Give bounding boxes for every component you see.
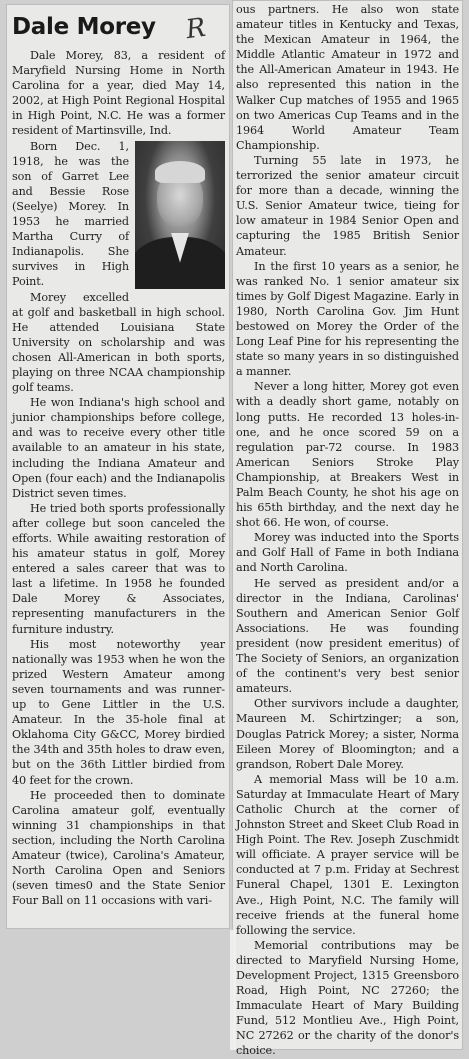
- paragraph-survivors: Other survivors include a daughter, Maureen M. Schirtzinger; a son, Douglas Patrick Morey; a sister, Norma Eileen Morey of Bloomington; and a grandson, Robert Dale Morey.: [236, 697, 459, 771]
- paragraph-senior-circuit: Turning 55 late in 1973, he terrorized the senior amateur circuit for more than a decade, winning the U.S. Senior Amateur twice, tieing for low amateur in 1984 Senior Open and capturing the 1985 British Senior Amateur.: [236, 153, 459, 258]
- paragraph-intro: Dale Morey, 83, a resident of Maryfield Nursing Home in North Carolina for a year, died May 14, 2002, at High Point Regional Hospital in High Point, N.C. He was a former resident of Martinsville, Ind.: [12, 49, 225, 138]
- right-column: [236, 2, 459, 1059]
- left-column: [12, 48, 225, 908]
- paragraph-short-game: Never a long hitter, Morey got even with a deadly short game, notably on long putts. He recorded 13 holes-in-one, and he once scored 59 on a regulation par-72 course. In 1983 American Seniors Stroke Play Championship, at Breakers West in Palm Beach County, he shot his age on his 65th birthday, and the next day he shot 66. He won, of course.: [236, 380, 459, 530]
- handwritten-mark: R: [184, 12, 208, 46]
- paragraph-services: A memorial Mass will be 10 a.m. Saturday at Immaculate Heart of Mary Catholic Church at the corner of Johnston Street and Skeet Club Road in High Point. The Rev. Joseph Zuschmidt will officiate. A prayer service will be conducted at 7 p.m. Friday at Sechrest Funeral Chapel, 1301 E. Lexington Ave., High Point, N.C. The family will receive friends at the funeral home following the service.: [236, 772, 459, 937]
- paragraph-indiana-titles: He won Indiana's high school and junior championships before college, and was to receive every other title available to an amateur in his state, including the Indiana Amateur and Open (four each) and the Indianapolis District seven times.: [12, 396, 225, 500]
- paragraph-birth: Born Dec. 1, 1918, he was the son of Garret Lee and Bessie Rose (Seelye) Morey. In 1953 he married Martha Curry of Indianapolis. She survives in High Point.: [12, 139, 129, 289]
- paragraph-associations: He served as president and/or a director in the Indiana, Carolinas' Southern and American Senior Golf Associations. He was founding president (now president emeritus) of The Society of Seniors, an organization of the continent's very best senior amateurs.: [236, 576, 459, 696]
- paragraph-carolina: He proceeded then to dominate Carolina amateur golf, eventually winning 31 championships in that section, including the North Carolina Amateur (twice), Carolina's Amateur, North Carolina Open and Seniors (seven times0 and the State Senior Four Ball on 11 occasions with vari-: [12, 788, 225, 908]
- paragraph-partners: ous partners. He also won state amateur titles in Kentucky and Texas, the Mexican Amateur in 1964, the Middle Atlantic Amateur in 1972 and the All-American Amateur in 1943. He also represented this nation in the Walker Cup matches of 1955 and 1965 on two Americas Cup Teams and in the 1964 World Amateur Team Championship.: [236, 3, 459, 152]
- paragraph-memorials: Memorial contributions may be directed to Maryfield Nursing Home, Development Project, 1315 Greensboro Road, High Point, NC 27260; the Immaculate Heart of Mary Building Fund, 512 Montlieu Ave., High Point, NC 27262 or the charity of the donor's choice.: [236, 938, 459, 1058]
- portrait-photo: [135, 141, 225, 289]
- paragraph-career: He tried both sports professionally after college but soon canceled the efforts. While awaiting restoration of his amateur status in golf, Morey entered a sales career that was to last a lifetime. In 1958 he founded Dale Morey & Associates, representing manufacturers in the furniture industry.: [12, 501, 225, 636]
- paragraph-hall-of-fame: Morey was inducted into the Sports and Golf Hall of Fame in both Indiana and North Carolina.: [236, 531, 459, 575]
- paragraph-1953: His most noteworthy year nationally was 1953 when he won the prized Western Amateur among seven tournaments and was runner-up to Gene Littler in the U.S. Amateur. In the 35-hole final at Oklahoma City G&CC, Morey birdied the 34th and 35th holes to draw even, but on the 36th Littler birdied from 40 feet for the crown.: [12, 637, 225, 787]
- paragraph-college: Morey excelled at golf and basketball in high school. He attended Louisiana State University on scholarship and was chosen All-American in both sports, playing on three NCAA championship golf teams.: [12, 290, 225, 395]
- obituary-name-heading: Dale Morey: [12, 14, 156, 40]
- paragraph-ranked: In the first 10 years as a senior, he was ranked No. 1 senior amateur six times by Golf Digest Magazine. Early in 1980, North Carolina Gov. Jim Hunt bestowed on Morey the Order of the Long Leaf Pine for his representing the state so many years in so distinguished a manner.: [236, 259, 459, 379]
